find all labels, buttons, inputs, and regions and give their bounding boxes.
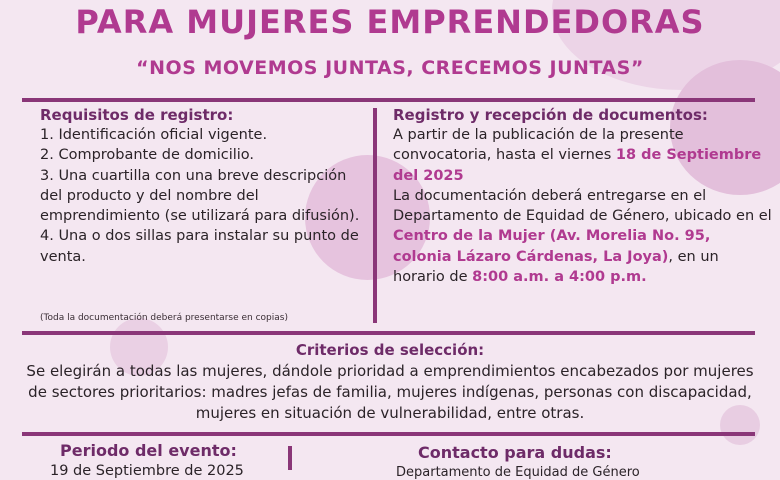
divider-top: [22, 98, 755, 102]
criterios-body: Se elegirán a todas las mujeres, dándole prioridad a emprendimientos encabezados por mujeres de sectores prioritarios: madres jefas de familia, mujeres indígenas, personas con discapacidad, mujeres en situación de vulnerabilidad, entre otras.: [26, 362, 754, 422]
page-title: PARA MUJERES EMPRENDEDORAS: [75, 3, 705, 41]
contacto-value: Departamento de Equidad de Género: [396, 465, 640, 480]
contacto-heading: Contacto para dudas:: [418, 443, 612, 462]
registro-paragraph-2: [393, 186, 773, 287]
registro-hours: 8:00 a.m. a 4:00 p.m.: [472, 269, 647, 286]
requisitos-note: (Toda la documentación deberá presentarse en copias): [40, 313, 288, 323]
requisito-item: 4. Una o dos sillas para instalar su punto de venta.: [40, 228, 359, 265]
divider-vertical-bottom: [288, 446, 292, 470]
requisitos-section: [40, 106, 370, 267]
registro-section: [393, 106, 773, 287]
requisitos-heading: Requisitos de registro:: [40, 106, 234, 124]
requisito-item: 3. Una cuartilla con una breve descripción del producto y del nombre del emprendimiento (se utilizará para difusión).: [40, 167, 360, 225]
divider-bottom: [22, 432, 755, 436]
registro-deadline: 18 de Septiembre del 2025: [393, 147, 762, 184]
page-subtitle: “NOS MOVEMOS JUNTAS, CRECEMOS JUNTAS”: [136, 57, 644, 79]
criterios-heading: Criterios de selección:: [295, 341, 485, 359]
divider-vertical: [373, 108, 377, 323]
registro-heading: Registro y recepción de documentos:: [393, 106, 708, 124]
registro-paragraph-1: [393, 125, 773, 186]
periodo-heading: Periodo del evento:: [60, 441, 237, 460]
requisito-item: 2. Comprobante de domicilio.: [40, 147, 255, 164]
requisito-item: 1. Identificación oficial vigente.: [40, 127, 268, 143]
registro-location: Centro de la Mujer (Av. Morelia No. 95, colonia Lázaro Cárdenas, La Joya): [393, 228, 711, 265]
registro-p1-text: A partir de la publicación de la presente convocatoria, hasta el viernes: [393, 127, 684, 164]
registro-p2-after: , en un horario de: [393, 248, 719, 286]
periodo-value: 19 de Septiembre de 2025: [50, 463, 244, 479]
registro-p2-text: La documentación deberá entregarse en el Departamento de Equidad de Género, ubicado en el: [393, 187, 772, 225]
divider-middle: [22, 331, 755, 335]
